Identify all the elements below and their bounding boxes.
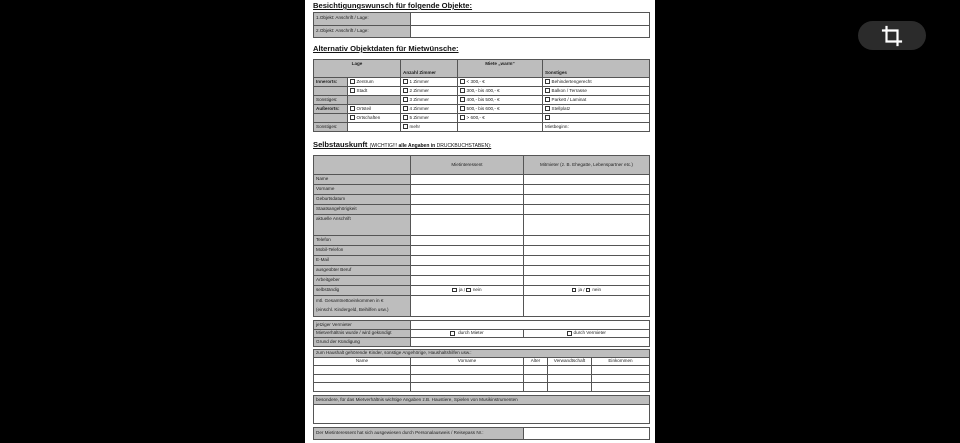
field-label: Geburtsdatum: [314, 195, 411, 205]
household-title-row: [314, 350, 650, 358]
household-cell[interactable]: [314, 366, 411, 375]
income-label: [314, 296, 411, 317]
alt-cell: [401, 114, 458, 123]
checkbox-option: [403, 106, 429, 111]
tenant-field[interactable]: [411, 215, 524, 236]
household-table: [313, 349, 650, 392]
field-row: [314, 215, 650, 236]
termination-row: [314, 329, 650, 338]
checkbox[interactable]: [586, 288, 591, 293]
household-header-row: [314, 358, 650, 366]
household-cell[interactable]: [524, 366, 548, 375]
household-cell[interactable]: [548, 383, 592, 392]
checkbox-label: Ortschaften: [356, 114, 381, 120]
tenant-field[interactable]: [411, 256, 524, 266]
household-title: zum Haushalt gehörende Kinder, sonstige Angehörige, Haushaltshilfen usw.:: [314, 350, 650, 358]
checkbox-label: Stadt: [356, 87, 368, 93]
checkbox-option: [350, 106, 371, 111]
checkbox-option: [545, 106, 570, 111]
field-label: Mobil-Telefon: [314, 246, 411, 256]
reason-row: [314, 338, 650, 347]
checkbox[interactable]: [403, 97, 408, 102]
checkbox-option: [403, 124, 420, 129]
landlord-field: [411, 321, 650, 330]
object-field[interactable]: [411, 25, 650, 38]
note: (WICHTIG!!!: [369, 143, 399, 149]
row-label: Sonstiges:: [314, 123, 348, 132]
checkbox-option: [403, 97, 429, 102]
objects-table: [313, 12, 650, 38]
household-row: [314, 374, 650, 383]
field-row: [314, 266, 650, 276]
field-row: [314, 276, 650, 286]
alt-cell: [348, 78, 401, 87]
checkbox-label: 500,- bis 600,- €: [466, 105, 500, 111]
termination-label: Mietverhältnis wurde / wird gekündigt: [314, 329, 411, 338]
checkbox[interactable]: [403, 124, 408, 129]
crop-icon: [881, 25, 903, 47]
reason-field: [411, 338, 650, 347]
self-disclosure-table: [313, 155, 650, 317]
col-sonstiges: Sonstiges: [543, 60, 650, 78]
checkbox-option: [545, 97, 586, 102]
checkbox[interactable]: [350, 106, 355, 111]
checkbox[interactable]: [545, 88, 550, 93]
alt-cell: [348, 87, 401, 96]
checkbox[interactable]: [466, 288, 471, 293]
household-cell[interactable]: [314, 383, 411, 392]
field-label: selbständig: [314, 286, 411, 296]
checkbox[interactable]: [403, 115, 408, 120]
field-row: [314, 236, 650, 246]
tenant-field[interactable]: [411, 195, 524, 205]
header-row: [314, 156, 650, 175]
tenant-field[interactable]: [411, 175, 524, 185]
field-row: [314, 185, 650, 195]
checkbox-option: [403, 115, 429, 120]
cotenant-field[interactable]: [524, 266, 650, 276]
checkbox-label: Zentrum: [356, 78, 374, 84]
alt-cell: [458, 78, 543, 87]
checkbox-label: Parkett / Laminat: [551, 96, 587, 102]
checkbox-label: 2 Zimmer: [409, 87, 429, 93]
field-label: Staatsangehörigkeit: [314, 205, 411, 215]
field-row: [314, 286, 650, 296]
checkbox-label: Ortsteil: [356, 105, 372, 111]
heading-self-disclosure: [313, 140, 491, 151]
checkbox[interactable]: [350, 88, 355, 93]
checkbox[interactable]: [403, 79, 408, 84]
checkbox-option: [460, 106, 500, 111]
income-line1: mtl. Gesamtnettoeinkommen in €: [316, 298, 384, 304]
alt-cell: [458, 105, 543, 114]
income-field[interactable]: [411, 296, 524, 317]
checkbox-option: [545, 79, 592, 84]
checkbox-label: durch Mieter: [456, 330, 484, 336]
field-label: ausgeübter Beruf: [314, 266, 411, 276]
household-cell[interactable]: [548, 374, 592, 383]
cotenant-field[interactable]: [524, 175, 650, 185]
field-label: Telefon: [314, 236, 411, 246]
no-option: [586, 287, 601, 292]
row-label: [314, 114, 348, 123]
checkbox-label: ja: [458, 287, 463, 293]
checkbox-label: durch Vermieter: [573, 330, 606, 336]
checkbox[interactable]: [460, 88, 465, 93]
household-col-header: Vorname: [411, 358, 524, 366]
row-label: Innerorts:: [314, 78, 348, 87]
checkbox[interactable]: [545, 79, 550, 84]
checkbox-label: Stellplatz: [551, 105, 571, 111]
alt-cell: [543, 123, 650, 132]
checkbox[interactable]: [460, 97, 465, 102]
reason-label: Grund der Kündigung: [314, 338, 411, 347]
row-label: Außerorts:: [314, 105, 348, 114]
id-field: [524, 428, 650, 440]
cotenant-field[interactable]: [524, 286, 650, 296]
checkbox[interactable]: [545, 115, 550, 120]
income-line2: (einschl. Kindergeld, Beihilfen usw.): [316, 307, 389, 312]
cotenant-field[interactable]: [524, 276, 650, 286]
alt-cell: [401, 123, 458, 132]
field-label: aktuelle Anschrift: [314, 215, 411, 236]
checkbox-option: [350, 115, 380, 120]
heading-viewing-request: Besichtigungswunsch für folgende Objekte:: [313, 1, 473, 10]
col-zimmer: Anzahl Zimmer: [401, 60, 458, 78]
field-row: [314, 195, 650, 205]
checkbox[interactable]: [460, 106, 465, 111]
checkbox[interactable]: [403, 88, 408, 93]
checkbox[interactable]: [350, 79, 355, 84]
household-col-header: Alter: [524, 358, 548, 366]
note-end: DRUCKBUCHSTABEN):: [435, 143, 492, 149]
alt-row: [314, 123, 650, 132]
checkbox-option: [545, 88, 587, 93]
checkbox-label: 5 Zimmer: [409, 114, 429, 120]
household-row: [314, 366, 650, 375]
household-col-header: Verwandtschaft: [548, 358, 592, 366]
household-cell[interactable]: [592, 366, 650, 375]
household-cell[interactable]: [524, 383, 548, 392]
checkbox[interactable]: [572, 288, 577, 293]
alt-cell: [401, 96, 458, 105]
cotenant-field[interactable]: [524, 236, 650, 246]
id-label: Der Mietinteressent hat sich ausgewiesen durch Personalausweis / Reisepass Nr.:: [314, 428, 524, 440]
household-row: [314, 383, 650, 392]
yes-option: [572, 287, 582, 292]
tenant-field[interactable]: [411, 205, 524, 215]
landlord-row: [314, 321, 650, 330]
row-label: Sonstiges:: [314, 96, 348, 105]
checkbox-label: 4 Zimmer: [409, 105, 429, 111]
move-in-label: Mietbeginn:: [545, 123, 569, 129]
heading-alternative: Alternativ Objektdaten für Mietwünsche:: [313, 44, 459, 53]
checkbox[interactable]: [452, 288, 457, 293]
tenant-field[interactable]: [411, 276, 524, 286]
landlord-table: [313, 320, 650, 347]
checkbox-label: 400,- bis 500,- €: [466, 96, 500, 102]
checkbox[interactable]: [567, 331, 572, 336]
alt-cell: [401, 78, 458, 87]
header-blank: [314, 156, 411, 175]
household-cell[interactable]: [314, 374, 411, 383]
checkbox[interactable]: [350, 115, 355, 120]
checkbox-option: [350, 88, 367, 93]
alt-cell: [543, 105, 650, 114]
by-landlord: [524, 329, 650, 338]
checkbox[interactable]: [403, 106, 408, 111]
alt-row: [314, 87, 650, 96]
alt-cell: [458, 123, 543, 132]
alt-cell: [401, 87, 458, 96]
document-page: [305, 0, 655, 443]
checkbox[interactable]: [545, 106, 550, 111]
household-cell[interactable]: [411, 383, 524, 392]
note-bold: alle Angaben in: [398, 143, 436, 149]
checkbox-label: mehr: [409, 123, 420, 129]
header-row: [314, 60, 650, 78]
tenant-field[interactable]: [411, 236, 524, 246]
alt-row: [314, 78, 650, 87]
income-field[interactable]: [524, 296, 650, 317]
checkbox-label: Behindertengerecht: [551, 78, 592, 84]
landlord-label: jetziger Vermieter: [314, 321, 411, 330]
checkbox-option: [460, 97, 500, 102]
alt-cell: [401, 105, 458, 114]
alt-cell: [348, 105, 401, 114]
household-cell[interactable]: [411, 366, 524, 375]
object-label: 1.Objekt: Anschrift / Lage:: [314, 13, 411, 26]
separator: /: [462, 287, 467, 293]
no-option: [466, 287, 481, 292]
tenant-field[interactable]: [411, 185, 524, 195]
object-row: [314, 13, 650, 26]
household-cell[interactable]: [548, 366, 592, 375]
alt-cell: [348, 123, 401, 132]
alt-cell: [543, 78, 650, 87]
alt-cell: [543, 114, 650, 123]
special-info-label: besondere, für das Mietverhältnis wichtige Angaben z.B. Haustiere, Spielen von Musikinstrumenten: [314, 396, 650, 405]
checkbox-option: [403, 88, 429, 93]
checkbox-label: < 300,- €: [466, 78, 485, 84]
alt-cell: [543, 87, 650, 96]
yes-option: [452, 287, 462, 292]
checkbox-option: [460, 79, 485, 84]
alt-cell: [458, 87, 543, 96]
alt-cell: [458, 96, 543, 105]
col-tenant: Mietinteressent: [411, 156, 524, 175]
tenant-field[interactable]: [411, 246, 524, 256]
id-table: [313, 427, 650, 440]
checkbox-label: 1 Zimmer: [409, 78, 429, 84]
cotenant-field[interactable]: [524, 185, 650, 195]
field-row: [314, 246, 650, 256]
field-label: Arbeitgeber: [314, 276, 411, 286]
field-row: [314, 175, 650, 185]
cotenant-field[interactable]: [524, 215, 650, 236]
household-cell[interactable]: [592, 383, 650, 392]
crop-button[interactable]: [858, 21, 926, 50]
alt-cell: [348, 114, 401, 123]
cotenant-field[interactable]: [524, 256, 650, 266]
alt-cell: [543, 96, 650, 105]
checkbox-option: [460, 115, 485, 120]
col-miete: Miete „warm“: [458, 60, 543, 78]
field-label: E-Mail: [314, 256, 411, 266]
alt-row: [314, 105, 650, 114]
by-landlord-option: [567, 330, 606, 335]
checkbox-label: 3 Zimmer: [409, 96, 429, 102]
household-cell[interactable]: [411, 374, 524, 383]
field-label: Vorname: [314, 185, 411, 195]
household-cell[interactable]: [592, 374, 650, 383]
row-label: [314, 87, 348, 96]
cotenant-field[interactable]: [524, 246, 650, 256]
special-info-field: [314, 405, 650, 424]
object-row: [314, 25, 650, 38]
separator: /: [582, 287, 586, 293]
checkbox-label: 300,- bis 400,- €: [466, 87, 500, 93]
checkbox-label: nein: [592, 287, 602, 293]
special-info-table: [313, 395, 650, 424]
alt-row: [314, 96, 650, 105]
checkbox-option: [403, 79, 429, 84]
household-col-header: Name: [314, 358, 411, 366]
checkbox-label: Balkon / Terrasse: [551, 87, 587, 93]
field-row: [314, 256, 650, 266]
tenant-field[interactable]: [411, 266, 524, 276]
object-label: 2.Objekt: Anschrift / Lage:: [314, 25, 411, 38]
cotenant-field[interactable]: [524, 195, 650, 205]
checkbox-label: nein: [472, 287, 482, 293]
checkbox[interactable]: [460, 115, 465, 120]
household-cell[interactable]: [524, 374, 548, 383]
cotenant-field[interactable]: [524, 205, 650, 215]
checkbox-option: [460, 88, 500, 93]
checkbox-option: [350, 79, 374, 84]
alt-cell: [458, 114, 543, 123]
alt-cell: [348, 96, 401, 105]
field-label: Name: [314, 175, 411, 185]
checkbox-label: ja: [578, 287, 583, 293]
checkbox-label: > 600,- €: [466, 114, 485, 120]
alternative-table: [313, 59, 650, 132]
tenant-field[interactable]: [411, 286, 524, 296]
field-row: [314, 205, 650, 215]
col-cotenant: Mitmieter (z. B. Ehegatte, Lebenspartner etc.): [524, 156, 650, 175]
by-tenant-option: [450, 330, 483, 335]
col-lage: Lage: [314, 60, 401, 78]
heading-title: Selbstauskunft: [313, 140, 368, 149]
household-col-header: Einkommen: [592, 358, 650, 366]
by-tenant: [411, 329, 524, 338]
checkbox[interactable]: [460, 79, 465, 84]
alt-row: [314, 114, 650, 123]
checkbox-option: [545, 115, 552, 120]
checkbox[interactable]: [545, 97, 550, 102]
income-row: [314, 296, 650, 317]
object-field[interactable]: [411, 13, 650, 26]
checkbox[interactable]: [450, 331, 455, 336]
